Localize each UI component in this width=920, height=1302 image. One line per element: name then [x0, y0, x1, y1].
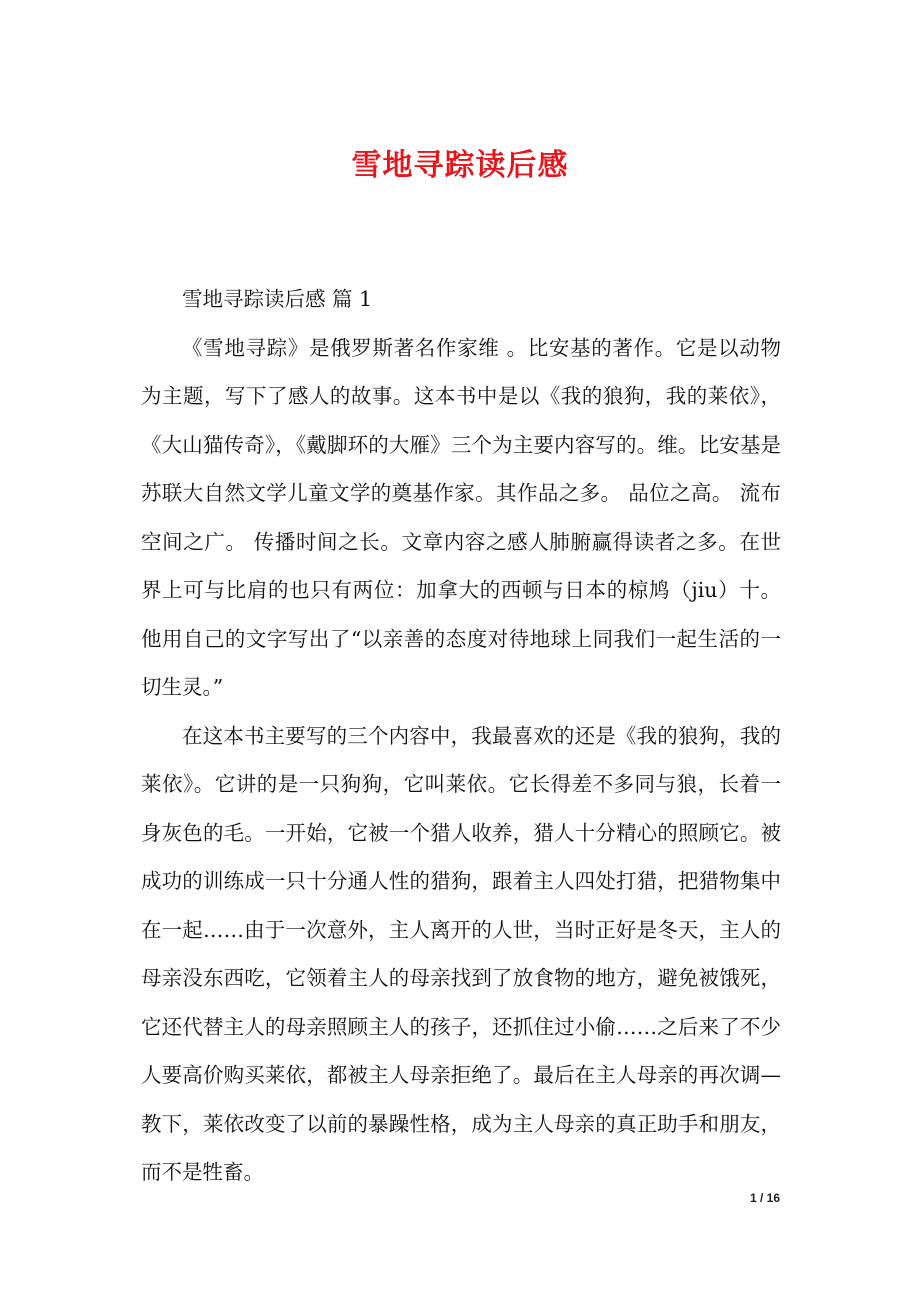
section-heading: 雪地寻踪读后感 篇 1	[182, 287, 373, 311]
document-body	[141, 275, 781, 1197]
body-paragraph-2: 在这本书主要写的三个内容中，我最喜欢的还是《我的狼狗，我的莱依》。它讲的是一只狗狗，它叫莱依。它长得差不多同与狼，长着一身灰色的毛。一开始，它被一个猎人收养，猎人十分精心的照顾它。被成功的训练成一只十分通人性的猎狗，跟着主人四处打猎，把猎物集中在一起……由于一次意外，主人离开的人世，当时正好是冬天，主人的母亲没东西吃，它领着主人的母亲找到了放食物的地方，避免被饿死，它还代替主人的母亲照顾主人的孩子，还抓住过小偷……之后来了不少人要高价购买莱依，都被主人母亲拒绝了。最后在主人母亲的再次调—教下，莱依改变了以前的暴躁性格，成为主人母亲的真正助手和朋友，而不是牲畜。	[141, 723, 781, 1184]
body-paragraph-1: 《雪地寻踪》是俄罗斯著名作家维 。比安基的著作。它是以动物为主题，写下了感人的故事。这本书中是以《我的狼狗，我的莱依》，《大山猫传奇》，《戴脚环的大雁》三个为主要内容写的。维。比安基是苏联大自然文学儿童文学的奠基作家。其作品之多。 品位之高。 流布空间之广。 传播时间之长。文章内容之感人肺腑赢得读者之多。在世界上可与比肩的也只有两位：加拿大的西顿与日本的椋鸠（jiu）十。他用自己的文字写出了“以亲善的态度对待地球上同我们一起生活的一切生灵。”	[141, 335, 781, 699]
page-number: 1 / 16	[749, 1191, 780, 1205]
document-title: 雪地寻踪读后感	[351, 148, 569, 183]
